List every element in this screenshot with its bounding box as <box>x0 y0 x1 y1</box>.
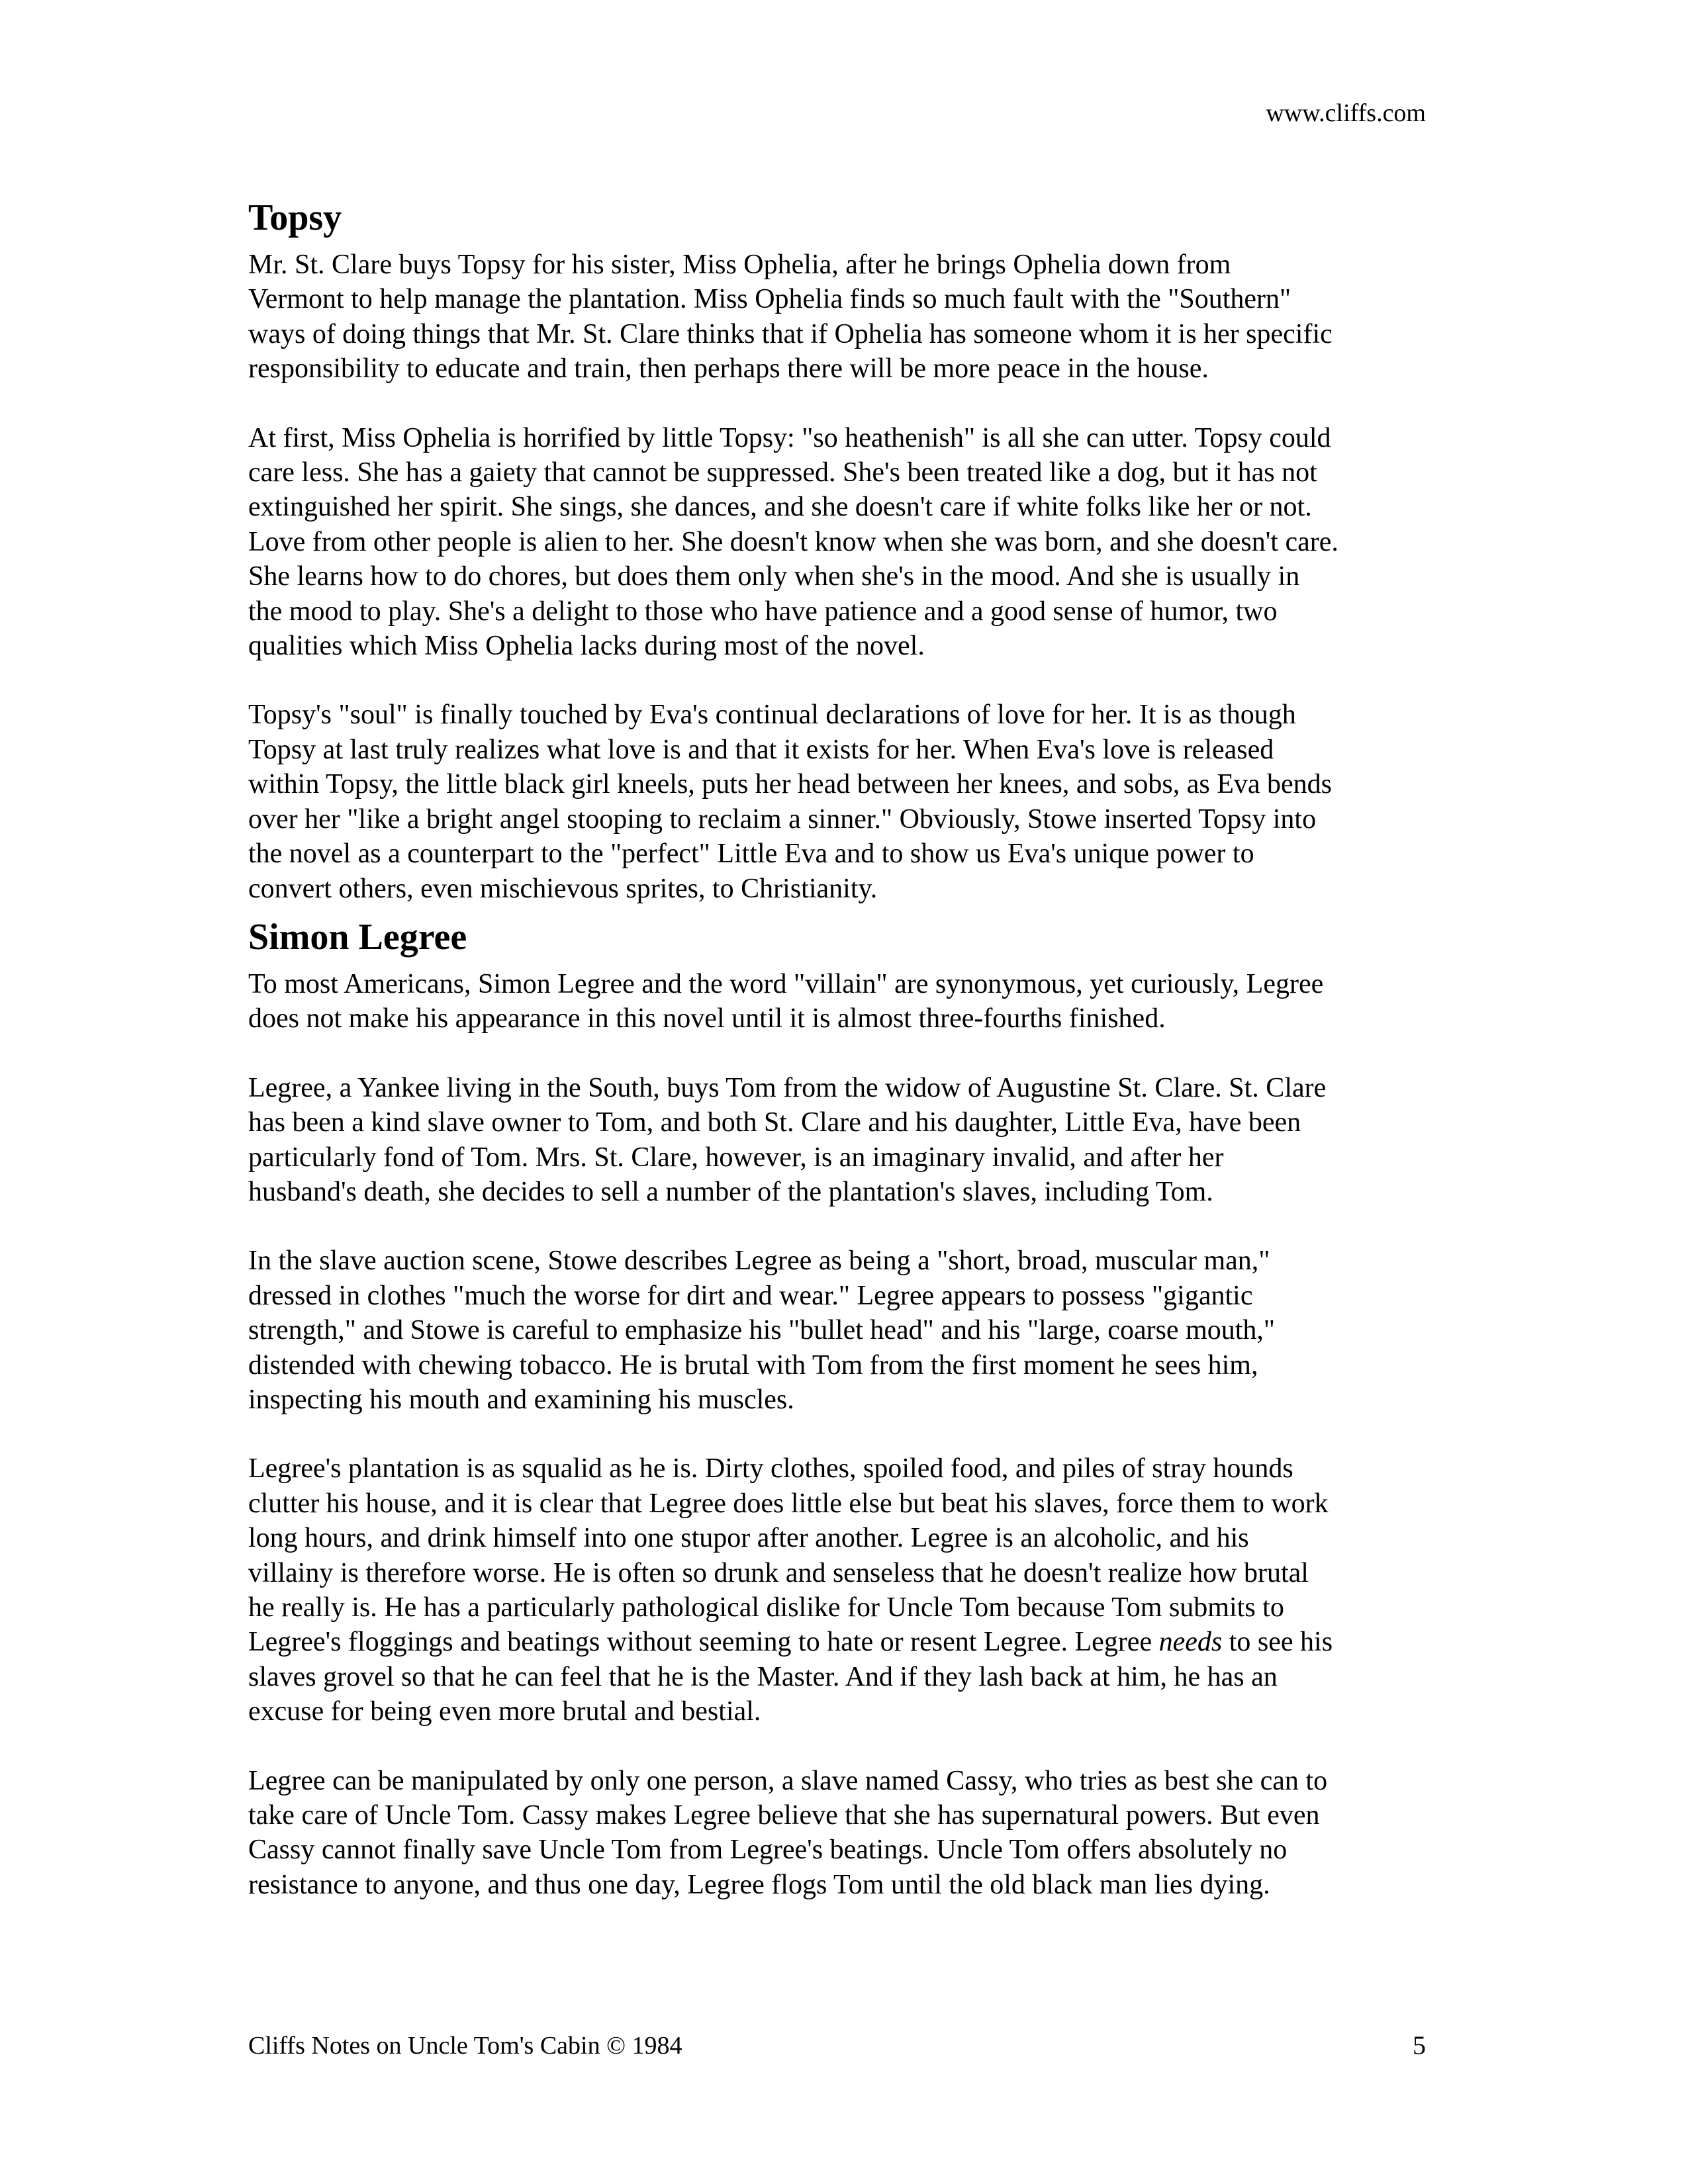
page-content <box>248 196 1443 1936</box>
section-heading: Topsy <box>248 197 342 238</box>
text-line: To most Americans, Simon Legree and the word "villain" are synonymous, yet curiously, Legree <box>248 968 1324 999</box>
text-line: Topsy's "soul" is finally touched by Eva's continual declarations of love for her. It is as though <box>248 700 1296 731</box>
text-line: inspecting his mouth and examining his muscles. <box>248 1384 794 1415</box>
text-line: Cassy cannot finally save Uncle Tom from Legree's beatings. Uncle Tom offers absolutely no <box>248 1835 1288 1866</box>
paragraph <box>248 1244 1443 1417</box>
section-simon-legree <box>248 915 1443 1902</box>
text-line: distended with chewing tobacco. He is brutal with Tom from the first moment he sees him, <box>248 1349 1258 1381</box>
text-line: She learns how to do chores, but does them only when she's in the mood. And she is usually in <box>248 561 1300 592</box>
paragraph <box>248 698 1443 905</box>
text-line: Legree can be manipulated by only one person, a slave named Cassy, who tries as best she can to <box>248 1765 1328 1796</box>
text-line: extinguished her spirit. She sings, she dances, and she doesn't care if white folks like her or not. <box>248 492 1312 523</box>
text-line: Love from other people is alien to her. She doesn't know when she was born, and she doesn't care. <box>248 526 1338 557</box>
text-line: the mood to play. She's a delight to those who have patience and a good sense of humor, two <box>248 596 1278 627</box>
text-line: qualities which Miss Ophelia lacks during most of the novel. <box>248 631 925 662</box>
text-line: particularly fond of Tom. Mrs. St. Clare, however, is an imaginary invalid, and after her <box>248 1142 1224 1173</box>
paragraph <box>248 1451 1443 1729</box>
text-line: Legree, a Yankee living in the South, buys Tom from the widow of Augustine St. Clare. St. Clare <box>248 1072 1327 1103</box>
footer-source: Cliffs Notes on Uncle Tom's Cabin © 1984 <box>248 2032 682 2060</box>
text-line: responsibility to educate and train, then perhaps there will be more peace in the house. <box>248 353 1209 385</box>
section-heading: Simon Legree <box>248 916 467 958</box>
text-line: In the slave auction scene, Stowe describes Legree as being a "short, broad, muscular man," <box>248 1246 1270 1277</box>
paragraph <box>248 1764 1443 1903</box>
text-line: care less. She has a gaiety that cannot be suppressed. She's been treated like a dog, but it has not <box>248 457 1317 488</box>
section-topsy <box>248 196 1443 906</box>
paragraph <box>248 248 1443 387</box>
text-line: long hours, and drink himself into one stupor after another. Legree is an alcoholic, and his <box>248 1523 1249 1554</box>
text-line: Mr. St. Clare buys Topsy for his sister, Miss Ophelia, after he brings Ophelia down from <box>248 250 1231 280</box>
text-line: does not make his appearance in this novel until it is almost three-fourths finished. <box>248 1003 1166 1034</box>
text-line: husband's death, she decides to sell a number of the plantation's slaves, including Tom. <box>248 1176 1213 1207</box>
header-url: www.cliffs.com <box>1266 99 1426 127</box>
text-line: slaves grovel so that he can feel that he is the Master. And if they lash back at him, he has an <box>248 1661 1278 1692</box>
text-line: Topsy at last truly realizes what love is and that it exists for her. When Eva's love is released <box>248 734 1274 765</box>
text-line: ways of doing things that Mr. St. Clare thinks that if Ophelia has someone whom it is her specific <box>248 318 1333 349</box>
text-line: take care of Uncle Tom. Cassy makes Legree believe that she has supernatural powers. But even <box>248 1800 1320 1831</box>
paragraph <box>248 421 1443 664</box>
text-line: over her "like a bright angel stooping to reclaim a sinner." Obviously, Stowe inserted Topsy into <box>248 803 1317 835</box>
text-line: villainy is therefore worse. He is often so drunk and senseless that he doesn't realize how brutal <box>248 1557 1309 1588</box>
text-line: within Topsy, the little black girl kneels, puts her head between her knees, and sobs, as Eva bends <box>248 769 1332 800</box>
text-line: excuse for being even more brutal and bestial. <box>248 1696 761 1727</box>
paragraph <box>248 967 1443 1036</box>
page-number: 5 <box>1413 2030 1426 2060</box>
text-line: clutter his house, and it is clear that Legree does little else but beat his slaves, force them to work <box>248 1488 1329 1519</box>
text-line: he really is. He has a particularly pathological dislike for Uncle Tom because Tom submits to <box>248 1592 1284 1623</box>
text-line: resistance to anyone, and thus one day, Legree flogs Tom until the old black man lies dying. <box>248 1869 1270 1900</box>
text-line: convert others, even mischievous sprites, to Christianity. <box>248 873 878 904</box>
text-line: has been a kind slave owner to Tom, and both St. Clare and his daughter, Little Eva, have been <box>248 1107 1301 1138</box>
text-line: Vermont to help manage the plantation. Miss Ophelia finds so much fault with the "Southern" <box>248 284 1291 315</box>
text-line: strength," and Stowe is careful to emphasize his "bullet head" and his "large, coarse mouth," <box>248 1315 1276 1346</box>
text-line: the novel as a counterpart to the "perfect" Little Eva and to show us Eva's unique power to <box>248 839 1254 870</box>
paragraph <box>248 1071 1443 1210</box>
text-line: At first, Miss Ophelia is horrified by little Topsy: "so heathenish" is all she can utter. Topsy could <box>248 422 1331 453</box>
text-line-with-italic: Legree's floggings and beatings without seeming to hate or resent Legree. Legree needs to see his <box>248 1627 1333 1658</box>
text-line: Legree's plantation is as squalid as he is. Dirty clothes, spoiled food, and piles of stray hounds <box>248 1453 1293 1484</box>
emphasis: needs <box>1158 1627 1223 1658</box>
text-line: dressed in clothes "much the worse for dirt and wear." Legree appears to possess "gigantic <box>248 1280 1253 1311</box>
